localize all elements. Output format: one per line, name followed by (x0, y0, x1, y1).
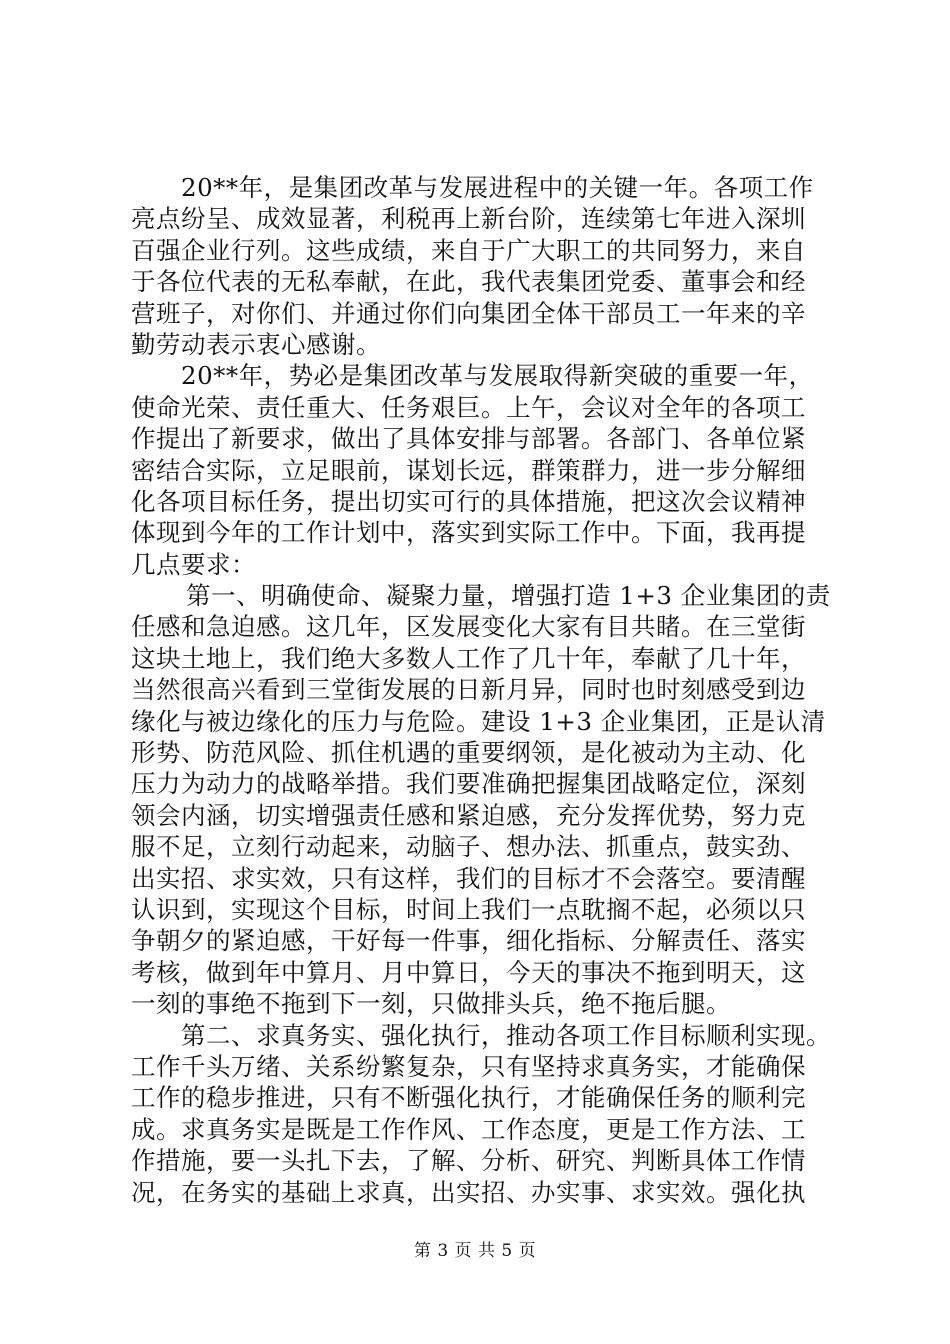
paragraph-3-line: 压力为动力的战略举措。我们要准确把握集团战略定位，深刻 (131, 769, 806, 799)
paragraph-1-line: 于各位代表的无私奉献，在此，我代表集团党委、董事会和经 (131, 267, 806, 297)
paragraph-3-line: 认识到，实现这个目标，时间上我们一点耽搁不起，必须以只 (131, 894, 806, 924)
paragraph-1-line: 百强企业行列。这些成绩，来自于广大职工的共同努力，来自 (131, 235, 806, 265)
paragraph-3-line: 出实招、求实效，只有这样，我们的目标才不会落空。要清醒 (131, 863, 806, 893)
paragraph-3-line: 考核，做到年中算月、月中算日，今天的事决不拖到明天，这 (131, 957, 806, 987)
paragraph-4-line: 作措施，要一头扎下去，了解、分析、研究、判断具体工作情 (131, 1146, 806, 1176)
paragraph-4-line: 第二、求真务实、强化执行，推动各项工作目标顺利实现。 (181, 1020, 831, 1050)
paragraph-3-line: 服不足，立刻行动起来，动脑子、想办法、抓重点，鼓实劲、 (131, 832, 806, 862)
paragraph-2-line: 20**年，势必是集团改革与发展取得新突破的重要一年， (181, 361, 814, 391)
document-body (131, 172, 831, 1208)
paragraph-3-line: 领会内涵，切实增强责任感和紧迫感，充分发挥优势，努力克 (131, 800, 806, 830)
paragraph-3-line: 当然很高兴看到三堂街发展的日新月异，同时也时刻感受到边 (131, 675, 806, 705)
paragraph-4-line: 工作的稳步推进，只有不断强化执行，才能确保任务的顺利完 (131, 1083, 806, 1113)
paragraph-3-line: 这块土地上，我们绝大多数人工作了几十年，奉献了几十年， (131, 643, 806, 673)
paragraph-4-line: 况，在务实的基础上求真，出实招、办实事、求实效。强化执 (131, 1177, 806, 1207)
paragraph-1-line: 20**年，是集团改革与发展进程中的关键一年。各项工作 (181, 173, 814, 202)
paragraph-4-line: 工作千头万绪、关系纷繁复杂，只有坚持求真务实，才能确保 (131, 1051, 806, 1081)
paragraph-3-line: 一刻的事绝不拖到下一刻，只做排头兵，绝不拖后腿。 (131, 989, 731, 1019)
paragraph-2-line: 使命光荣、责任重大、任务艰巨。上午，会议对全年的各项工 (131, 392, 806, 422)
paragraph-4-line: 成。求真务实是既是工作作风、工作态度，更是工作方法、工 (131, 1114, 806, 1144)
page-number-footer: 第 3 页 共 5 页 (413, 1241, 537, 1261)
paragraph-2-line: 密结合实际，立足眼前，谋划长远，群策群力，进一步分解细 (131, 455, 806, 485)
paragraph-2-line: 化各项目标任务，提出切实可行的具体措施，把这次会议精神 (131, 486, 806, 516)
paragraph-1-line: 勤劳动表示衷心感谢。 (131, 329, 381, 359)
paragraph-3-line: 争朝夕的紧迫感，干好每一件事，细化指标、分解责任、落实 (131, 926, 806, 956)
paragraph-3-line: 缘化与被边缘化的压力与危险。建设 1+3 企业集团，正是认清 (131, 706, 826, 736)
paragraph-1-line: 亮点纷呈、成效显著，利税再上新台阶，连续第七年进入深圳 (131, 204, 806, 234)
paragraph-2-line: 几点要求： (131, 549, 256, 579)
paragraph-2-line: 作提出了新要求，做出了具体安排与部署。各部门、各单位紧 (131, 424, 806, 454)
paragraph-3-line: 形势、防范风险、抓住机遇的重要纲领，是化被动为主动、化 (131, 738, 806, 768)
paragraph-2-line: 体现到今年的工作计划中，落实到实际工作中。下面，我再提 (131, 518, 806, 548)
paragraph-1-line: 营班子，对你们、并通过你们向集团全体干部员工一年来的辛 (131, 298, 806, 328)
paragraph-3-line: 任感和急迫感。这几年，区发展变化大家有目共睹。在三堂街 (131, 612, 806, 642)
paragraph-3-line: 第一、明确使命、凝聚力量，增强打造 1+3 企业集团的责 (186, 581, 831, 611)
